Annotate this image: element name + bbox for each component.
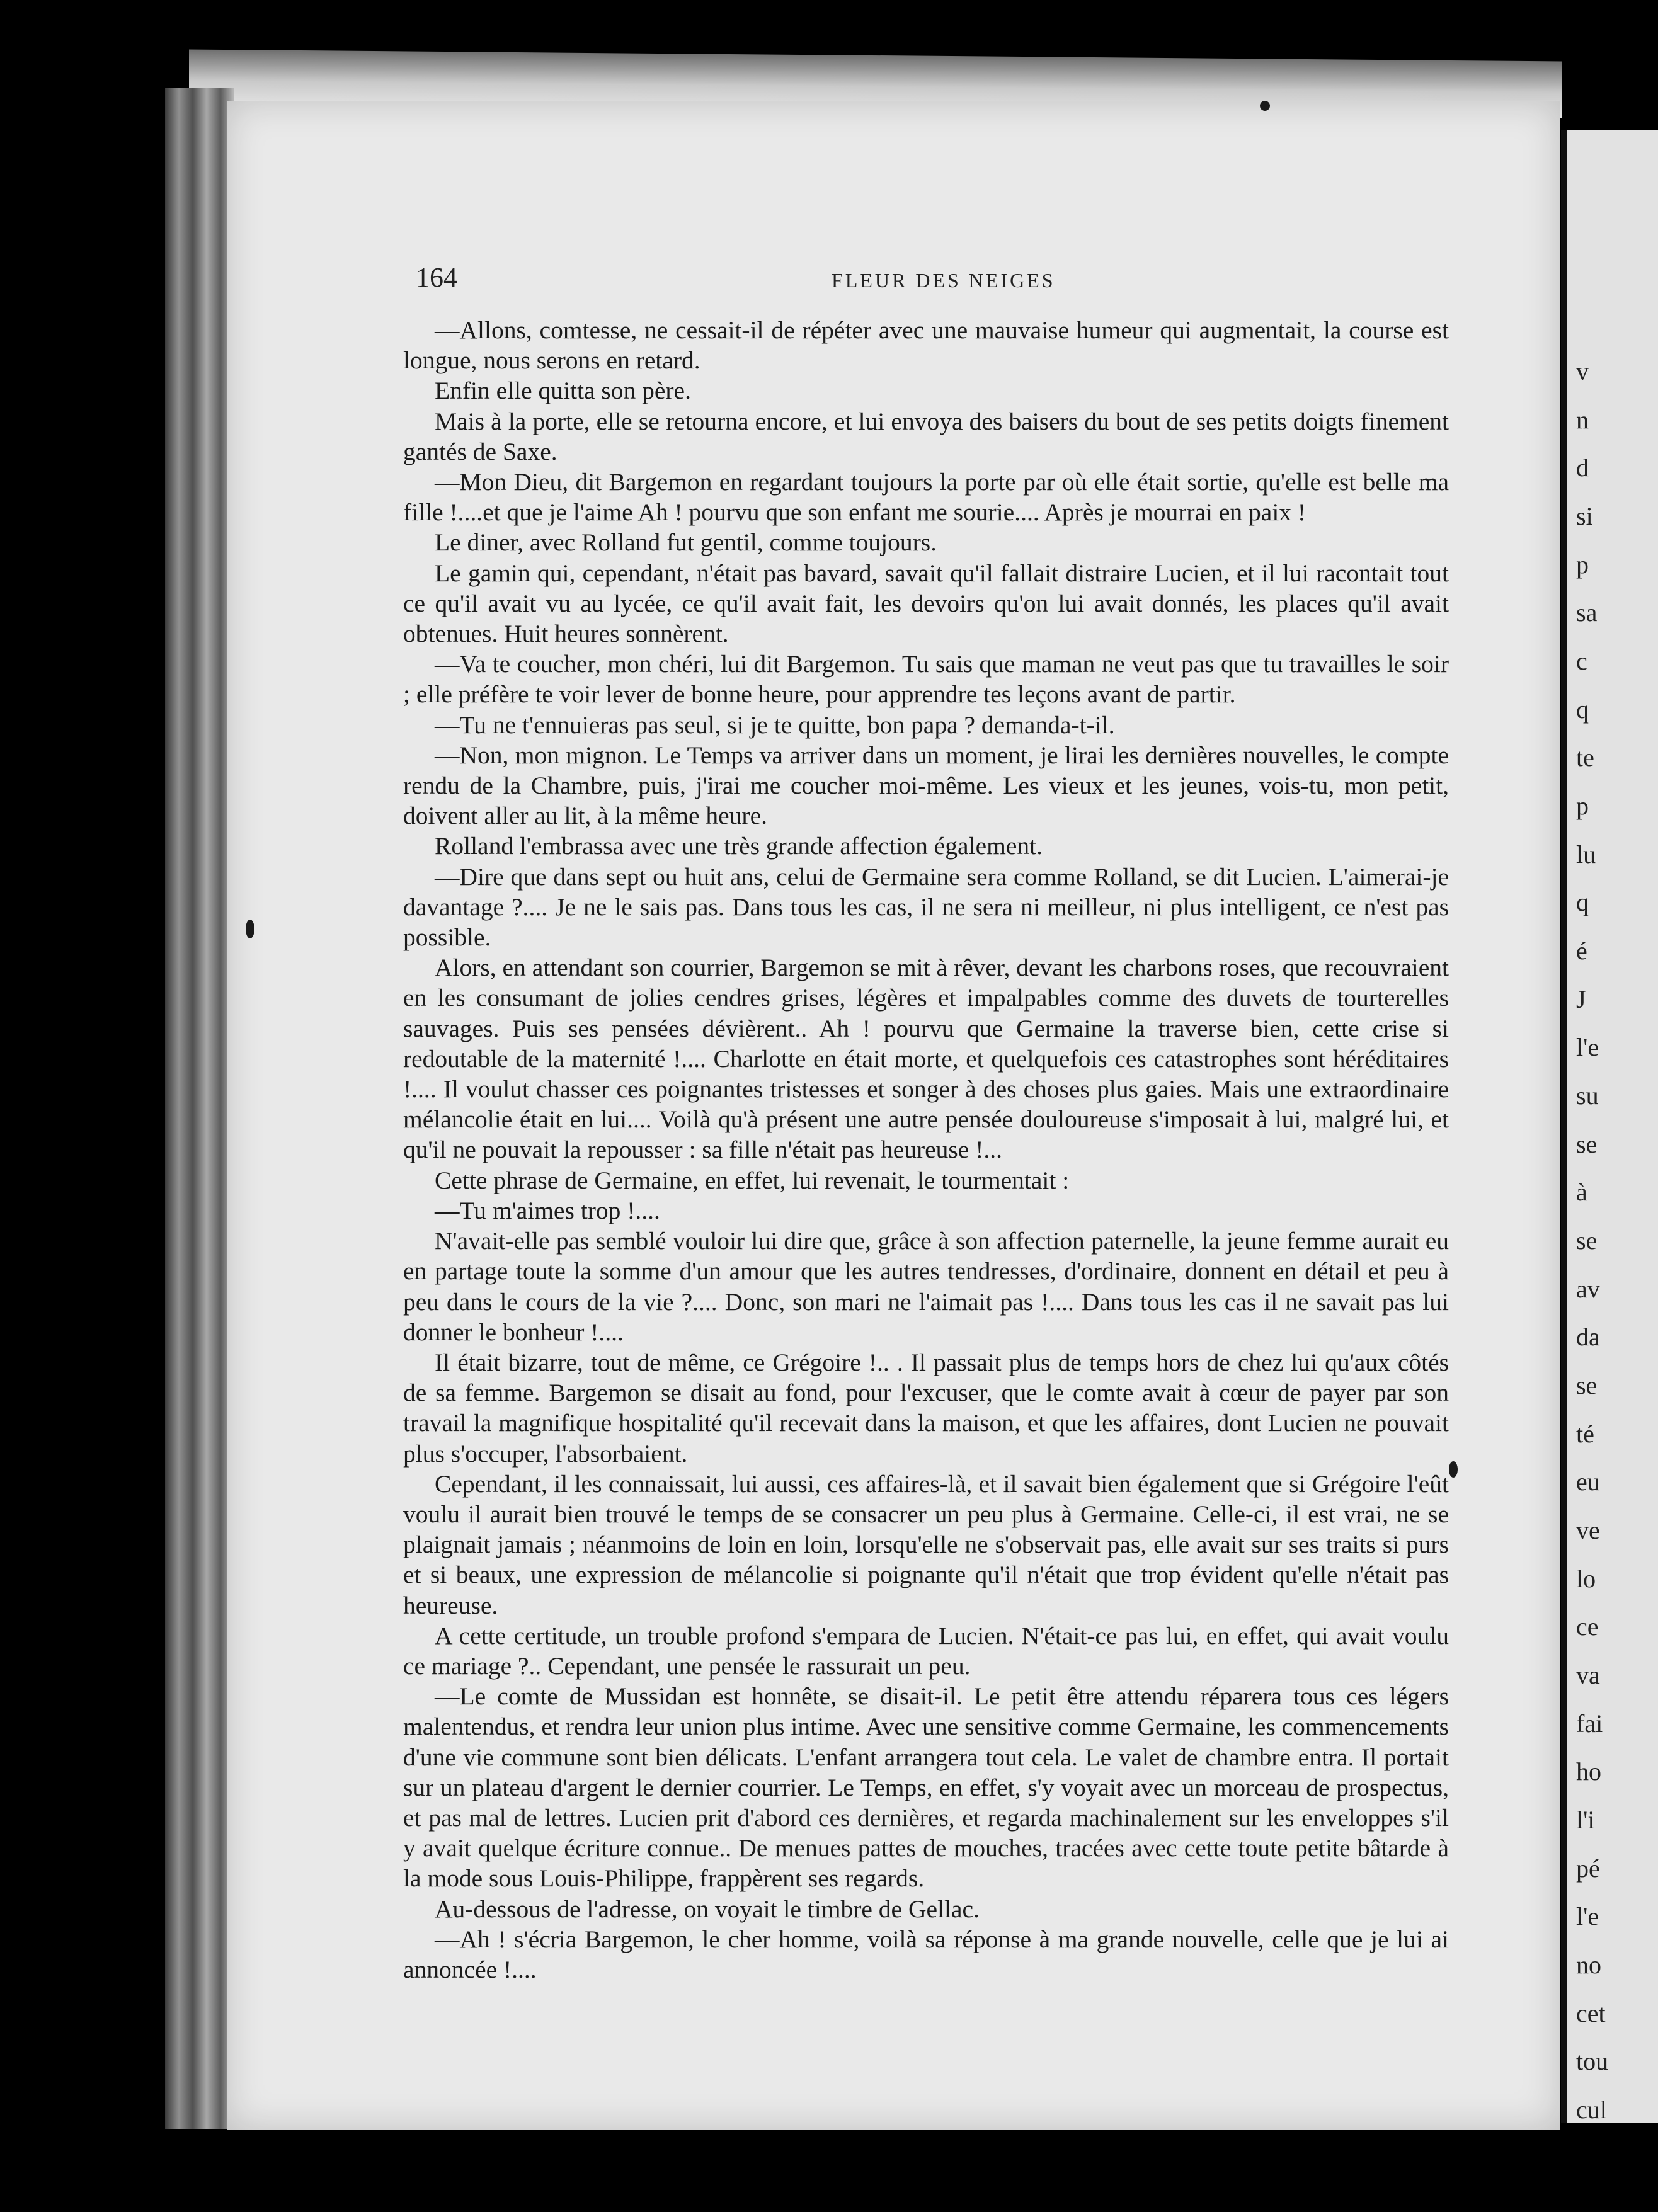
page-number: 164: [416, 262, 457, 293]
paragraph: Enfin elle quitta son père.: [435, 377, 691, 405]
next-page-fragment: q: [1576, 888, 1589, 917]
next-page-fragment: cul: [1576, 2095, 1607, 2123]
next-page-fragment: ve: [1576, 1516, 1600, 1544]
body-text: [403, 315, 1449, 1985]
next-page-fragment: q: [1576, 695, 1589, 724]
next-page-fragment: c: [1576, 647, 1587, 675]
next-page-fragment: ce: [1576, 1612, 1599, 1641]
next-page-fragment: cet: [1576, 1998, 1606, 2027]
paragraph: Mais à la porte, elle se retourna encore, et lui envoya des baisers du bout de ses petits doigts finement gantés de Saxe.: [403, 407, 1449, 465]
paragraph: —Allons, comtesse, ne cessait-il de répéter avec une mauvaise humeur qui augmentait, la course est longue, nous serons en retard.: [403, 316, 1449, 375]
next-page-fragment: ho: [1576, 1757, 1601, 1786]
next-page-fragment: p: [1576, 550, 1589, 579]
next-page-fragment: tou: [1576, 2047, 1609, 2076]
paragraph: —Tu ne t'ennuieras pas seul, si je te quitte, bon papa ? demanda-t-il.: [435, 710, 1115, 739]
next-page-fragment: te: [1576, 743, 1594, 772]
paragraph: Cette phrase de Germaine, en effet, lui revenait, le tourmentait :: [435, 1166, 1070, 1194]
paragraph: —Va te coucher, mon chéri, lui dit Bargemon. Tu sais que maman ne veut pas que tu travailles le soir ; elle préfère te voir lever de bonne heure, pour apprendre tes leçons avant de partir.: [403, 650, 1449, 709]
next-page-fragment: se: [1576, 1129, 1598, 1158]
next-page-fragment: fai: [1576, 1709, 1603, 1738]
next-page-fragment: d: [1576, 453, 1589, 482]
paragraph: —Le comte de Mussidan est honnête, se disait-il. Le petit être attendu réparera tous ces légers malentendus, et rendra leur union plus intime. Avec une sensitive comme Germaine, les commencements d'une vie commune sont bien délicats. L'enfant arrangera tout cela. Le valet de chambre entra. Il portait sur un plateau d'argent le dernier courrier. Le Temps, en effet, s'y voyait avec un morceau de prospectus, et pas mal de lettres. Lucien prit d'abord ces dernières, et regarda machinalement sur les enveloppes s'il y avait quelque écriture connue.. De menues pattes de mouches, tracées avec cette toute petite bâtarde à la mode sous Louis-Philippe, frappèrent ses regards.: [403, 1682, 1449, 1893]
next-page-fragment: pé: [1576, 1854, 1600, 1883]
paragraph: —Dire que dans sept ou huit ans, celui de Germaine sera comme Rolland, se dit Lucien. L'aimerai-je davantage ?.... Je ne le sais pas. Dans tous les cas, il ne sera ni meilleur, ni plus intelligent, ce n'est pas possible.: [403, 862, 1449, 952]
next-page-fragment: n: [1576, 405, 1589, 434]
next-page-fragment: l'e: [1576, 1902, 1599, 1931]
paragraph: Au-dessous de l'adresse, on voyait le timbre de Gellac.: [435, 1895, 980, 1923]
next-page-fragment: da: [1576, 1323, 1600, 1352]
paragraph: Le diner, avec Rolland fut gentil, comme toujours.: [435, 528, 937, 557]
paragraph: A cette certitude, un trouble profond s'empara de Lucien. N'était-ce pas lui, en effet, qui avait voulu ce mariage ?.. Cependant, une pensée le rassurait un peu.: [403, 1621, 1449, 1680]
next-page-fragment: no: [1576, 1951, 1601, 1979]
next-page-fragment: à: [1576, 1178, 1587, 1207]
next-page-fragment: é: [1576, 937, 1587, 965]
next-page-fragment: su: [1576, 1081, 1599, 1110]
next-page-fragment: si: [1576, 502, 1593, 530]
paragraph: Il était bizarre, tout de même, ce Grégoire !.. . Il passait plus de temps hors de chez lui qu'aux côtés de sa femme. Bargemon se disait au fond, pour l'excuser, que le comte avait à cœur de payer par son travail la magnifique hospitalité qu'il recevait dans la maison, et que les affaires, dont Lucien ne pouvait plus s'occuper, l'absorbaient.: [403, 1348, 1449, 1468]
paragraph: —Ah ! s'écria Bargemon, le cher homme, voilà sa réponse à ma grande nouvelle, celle que je lui ai annoncée !....: [403, 1925, 1449, 1983]
paragraph: Cependant, il les connaissait, lui aussi, ces affaires-là, et il savait bien également que si Grégoire l'eût voulu il aurait bien trouvé le temps de se consacrer un peu plus à Germaine. Celle-ci, il est vrai, ne se plaignait jamais ; néanmoins de loin en loin, lorsqu'elle ne s'observait pas, elle avait sur ses traits si purs et si beaux, une expression de mélancolie si poignante qu'il n'était que trop évident qu'elle n'était pas heureuse.: [403, 1469, 1449, 1619]
next-page-fragment: p: [1576, 792, 1589, 820]
paragraph: N'avait-elle pas semblé vouloir lui dire que, grâce à son affection paternelle, la jeune femme aurait eu en partage toute la somme d'un amour que les autres tendresses, d'ordinaire, donnent en détail et peu à peu dans le cours de la vie ?.... Donc, son mari ne l'aimait pas !.... Dans tous les cas il ne savait pas lui donner le bonheur !....: [403, 1227, 1449, 1346]
next-page-fragment: av: [1576, 1274, 1600, 1303]
paragraph: —Mon Dieu, dit Bargemon en regardant toujours la porte par où elle était sortie, qu'elle est belle ma fille !....et que je l'aime Ah ! pourvu que son enfant me sourie.... Après je mourrai en paix !: [403, 468, 1449, 527]
paragraph: Le gamin qui, cependant, n'était pas bavard, savait qu'il fallait distraire Lucien, et il lui racontait tout ce qu'il avait vu au lycée, ce qu'il avait fait, les devoirs qu'on lui avait donnés, les places qu'il avait obtenues. Huit heures sonnèrent.: [403, 559, 1449, 648]
paragraph: Alors, en attendant son courrier, Bargemon se mit à rêver, devant les charbons roses, que recouvraient en les consumant de jolies cendres grises, légères et impalpables comme des duvets de tourterelles sauvages. Puis ses pensées dévièrent.. Ah ! pourvu que Germaine la traverse bien, cette crise si redoutable de la maternité !.... Charlotte en était morte, et quelquefois ces catastrophes sont héréditaires !.... Il voulut chasser ces poignantes tristesses et songer à des choses plus gaies. Mais une extraordinaire mélancolie était en lui.... Voilà qu'à présent une autre pensée douloureuse s'imposait à lui, malgré lui, et qu'il ne pouvait la repousser : sa fille n'était pas heureuse !...: [403, 954, 1449, 1164]
next-page-fragment: l'e: [1576, 1033, 1599, 1062]
next-page-edge: [1561, 130, 1658, 2123]
ink-spot: [246, 920, 254, 938]
next-page-fragment: l'i: [1576, 1806, 1595, 1834]
next-page-fragment: sa: [1576, 598, 1598, 627]
ink-spot: [1449, 1461, 1458, 1478]
next-page-fragment: lu: [1576, 840, 1596, 869]
ink-spot: [1260, 101, 1270, 111]
next-page-fragment: lo: [1576, 1564, 1596, 1593]
page-header: [416, 261, 1487, 299]
book-page-stack: [165, 88, 234, 2129]
paragraph: —Tu m'aimes trop !....: [435, 1196, 660, 1224]
paragraph: —Non, mon mignon. Le Temps va arriver dans un moment, je lirai les dernières nouvelles, le compte rendu de la Chambre, puis, j'irai me coucher moi-même. Les vieux et les jeunes, vois-tu, mon petit, doivent aller au lit, à la même heure.: [403, 741, 1449, 830]
next-page-fragment: v: [1576, 357, 1589, 385]
next-page-fragment: se: [1576, 1226, 1598, 1255]
next-page-fragment: J: [1576, 984, 1586, 1013]
next-page-fragment: va: [1576, 1661, 1600, 1689]
next-page-fragment: se: [1576, 1371, 1598, 1400]
next-page-fragment: eu: [1576, 1468, 1600, 1497]
next-page-fragment: té: [1576, 1419, 1594, 1448]
running-title: FLEUR DES NEIGES: [832, 269, 1056, 292]
paragraph: Rolland l'embrassa avec une très grande affection également.: [435, 832, 1043, 860]
